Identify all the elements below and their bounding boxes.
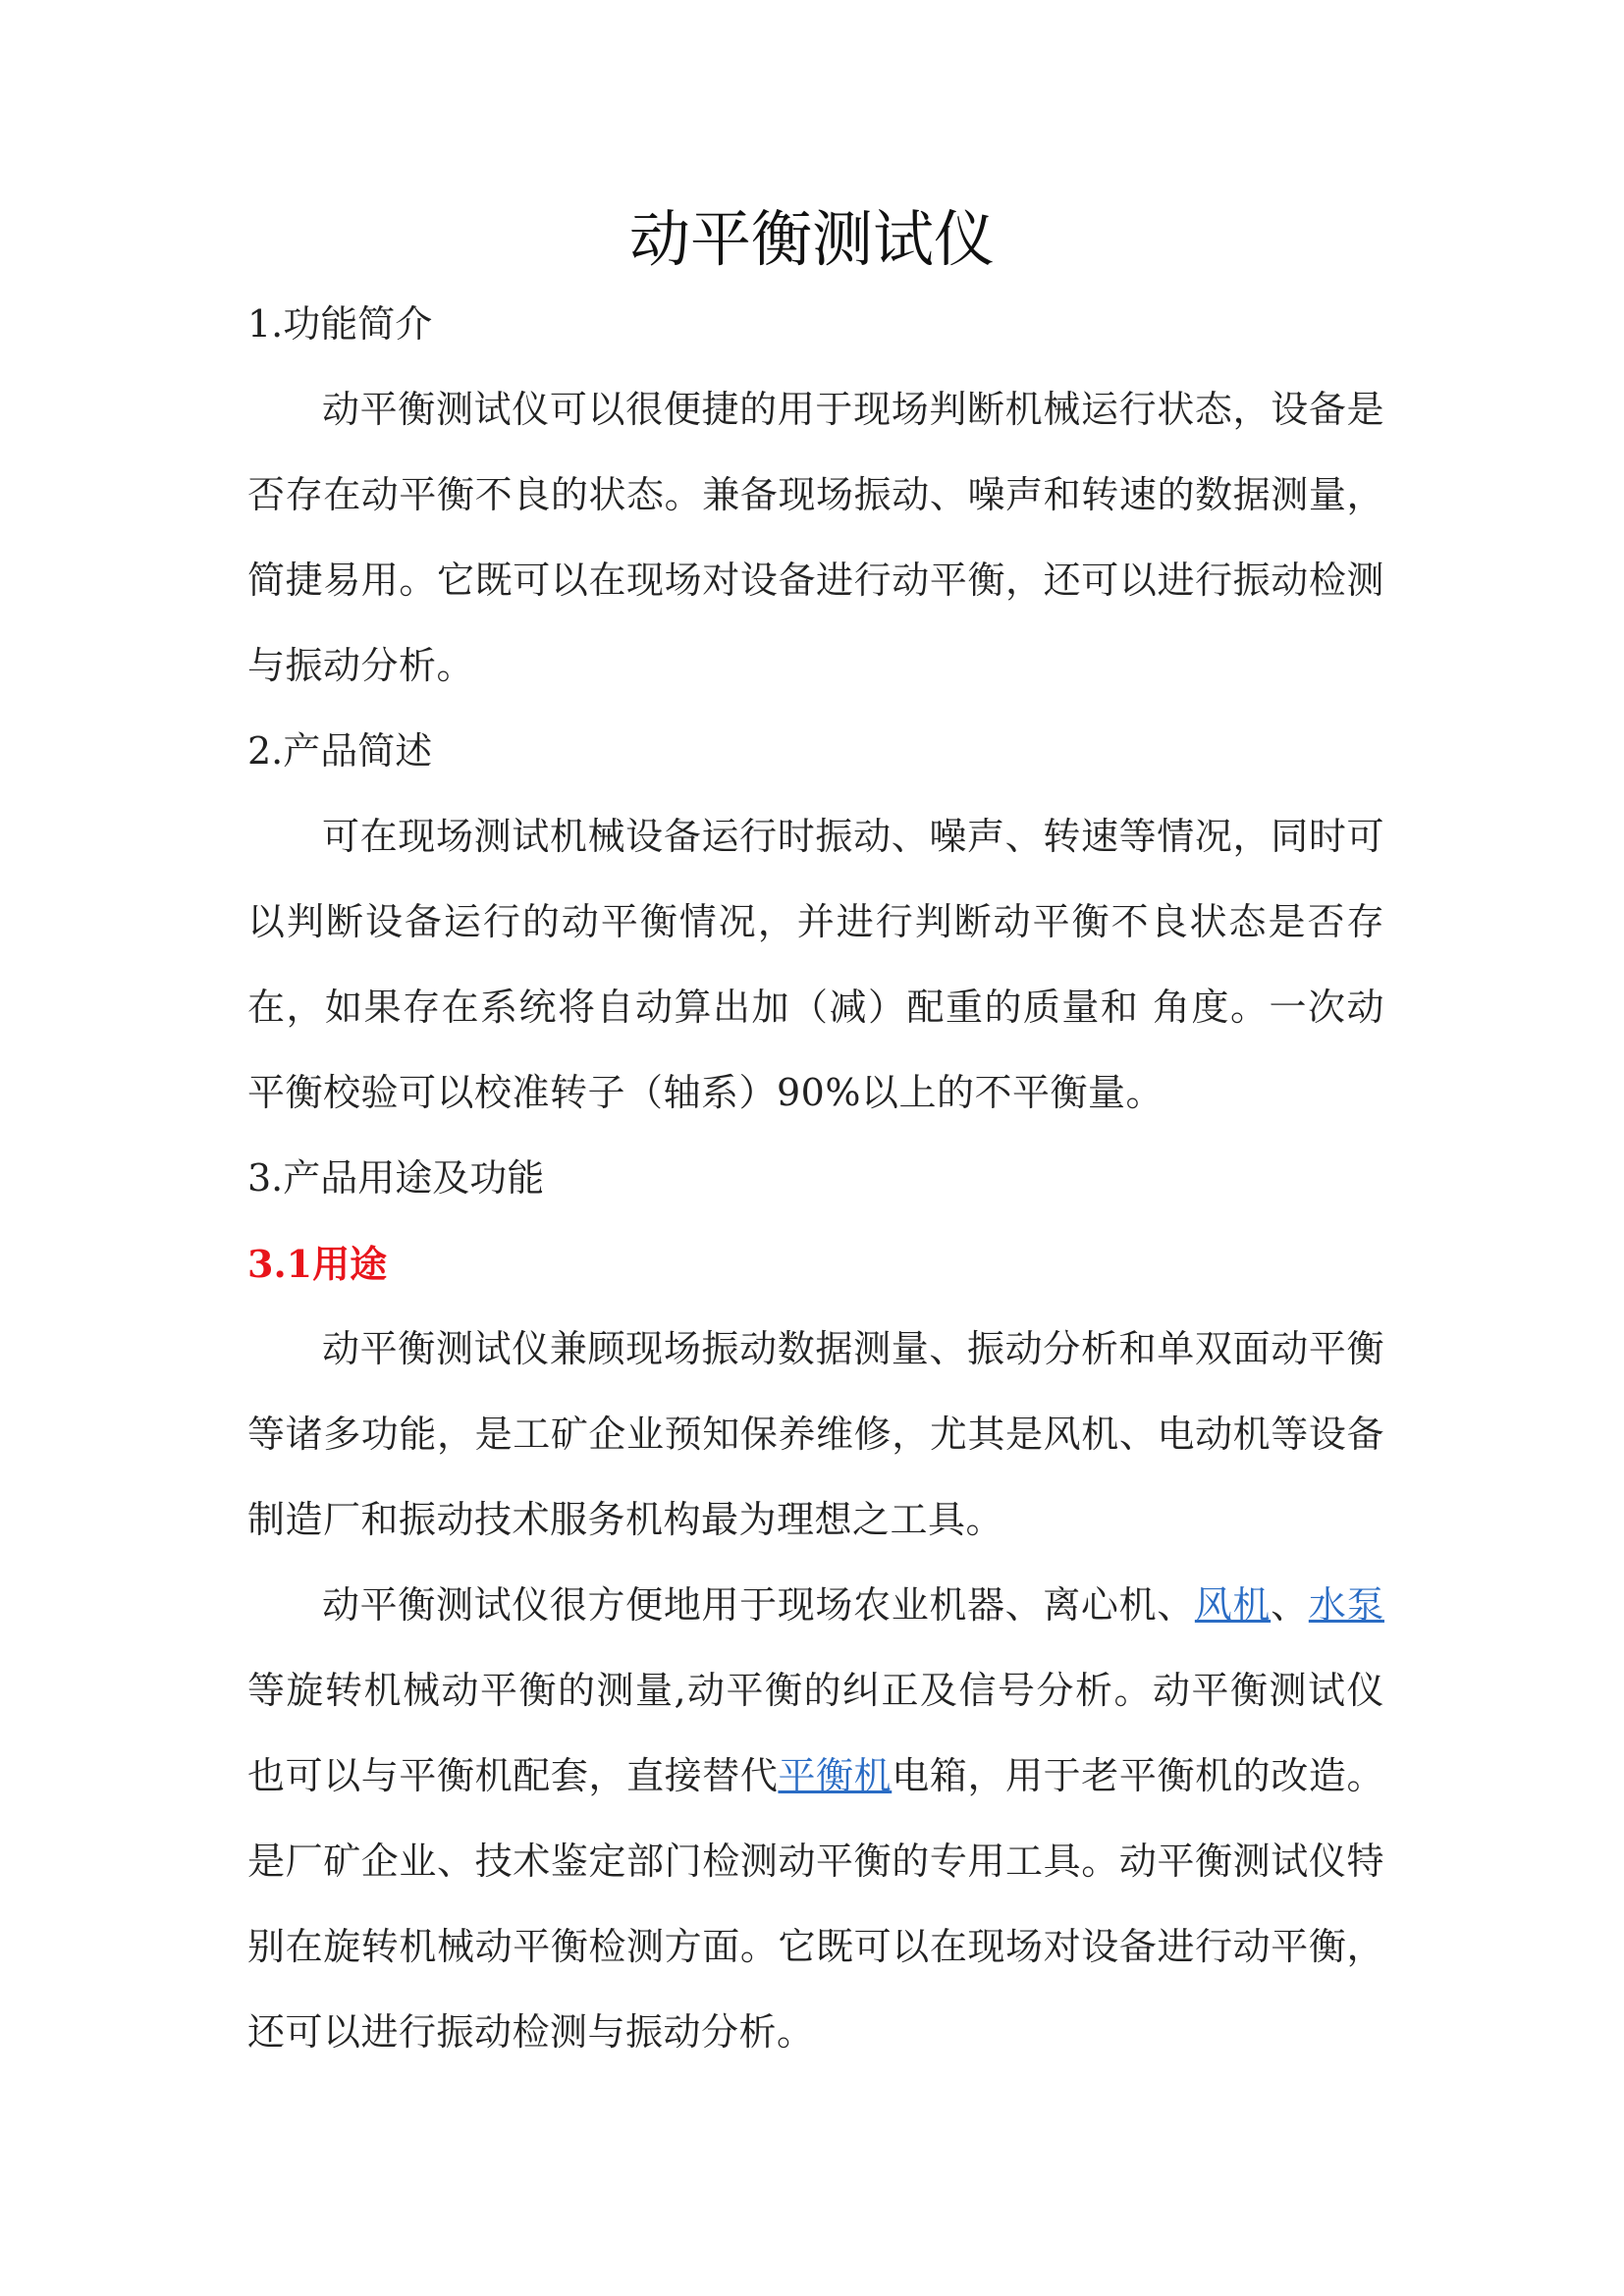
paragraph-usage-2 xyxy=(247,1563,1384,2075)
link-balancing-machine[interactable]: 平衡机 xyxy=(778,1754,893,1797)
paragraph-usage-2-text-2: 、 xyxy=(1271,1583,1309,1627)
document-body xyxy=(247,282,1384,2075)
section-heading-product-overview: 2.产品简述 xyxy=(247,729,433,773)
paragraph-usage-2-text-1: 动平衡测试仪很方便地用于现场农业机器、离心机、 xyxy=(322,1583,1195,1627)
paragraph-usage-2-text-3: 等旋转机械动平衡的测量,动平衡的纠正及信号分析。动平衡测试仪也可以与平衡机配套，直接替代 xyxy=(247,1669,1384,1797)
paragraph-function-intro: 动平衡测试仪可以很便捷的用于现场判断机械运行状态，设备是否存在动平衡不良的状态。兼备现场振动、噪声和转速的数据测量，简捷易用。它既可以在现场对设备进行动平衡，还可以进行振动检测与振动分析。 xyxy=(247,388,1384,687)
sub-heading-usage: 3.1用途 xyxy=(247,1242,388,1286)
paragraph-usage-2-text-4: 电箱，用于老平衡机的改造。是厂矿企业、技术鉴定部门检测动平衡的专用工具。动平衡测试仪特别在旋转机械动平衡检测方面。它既可以在现场对设备进行动平衡，还可以进行振动检测与振动分析。 xyxy=(247,1754,1384,2054)
link-fan[interactable]: 风机 xyxy=(1194,1583,1272,1627)
document-title: 动平衡测试仪 xyxy=(628,203,995,275)
paragraph-usage-1: 动平衡测试仪兼顾现场振动数据测量、振动分析和单双面动平衡等诸多功能，是工矿企业预知保养维修，尤其是风机、电动机等设备制造厂和振动技术服务机构最为理想之工具。 xyxy=(247,1327,1384,1541)
paragraph-product-overview: 可在现场测试机械设备运行时振动、噪声、转速等情况，同时可以判断设备运行的动平衡情况，并进行判断动平衡不良状态是否存在，如果存在系统将自动算出加（减）配重的质量和 角度。一次动平衡校验可以校准转子（轴系）90%以上的不平衡量。 xyxy=(247,815,1384,1114)
link-water-pump[interactable]: 水泵 xyxy=(1308,1583,1384,1627)
section-heading-usage-functions: 3.产品用途及功能 xyxy=(247,1156,545,1200)
section-heading-function-intro: 1.功能简介 xyxy=(247,302,433,346)
